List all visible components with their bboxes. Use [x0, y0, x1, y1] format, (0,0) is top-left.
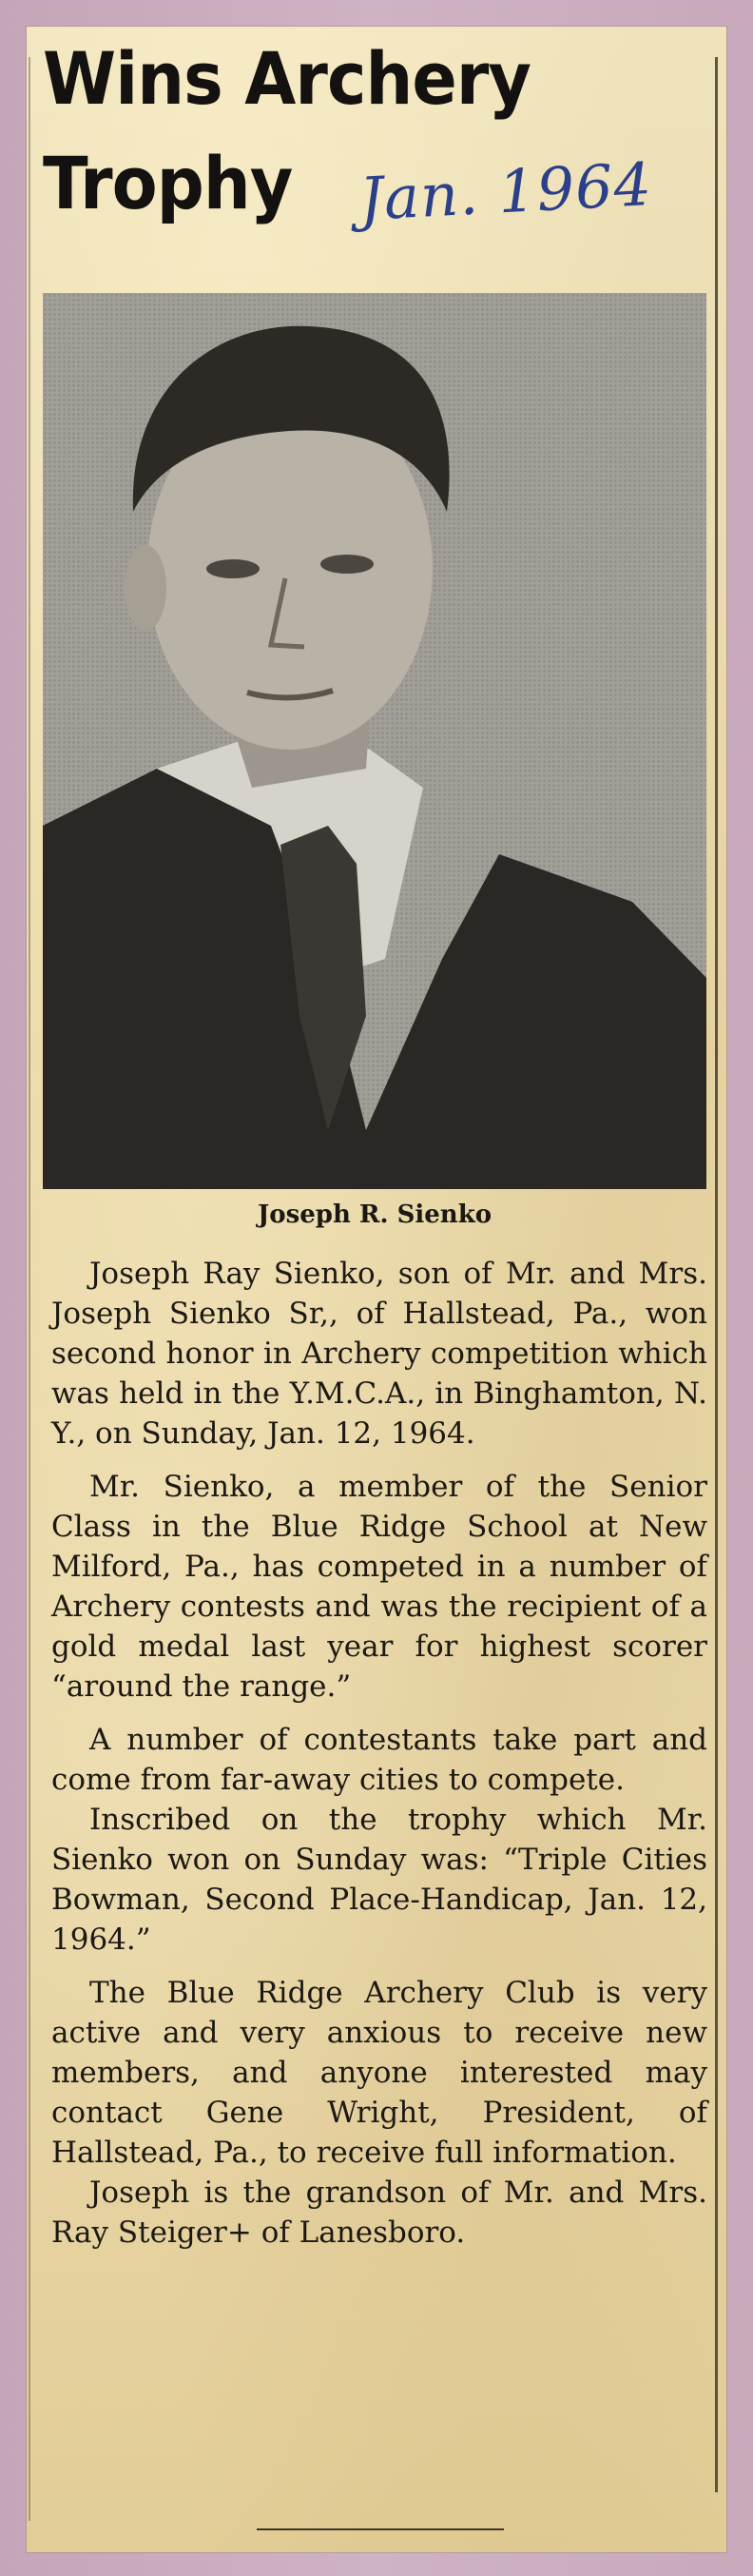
article-paragraph: Joseph Ray Sienko, son of Mr. and Mrs. Joseph Sienko Sr,, of Hallstead, Pa., won second honor in Archery competition which was held in the Y.M.C.A., in Binghamton, N. Y., on Sunday, Jan. 12, 1964. [51, 1257, 707, 1451]
article-paragraph: The Blue Ridge Archery Club is very active and very anxious to receive new members, and anyone interested may contact Gene Wright, President, of Hallstead, Pa., to receive full information. [51, 1976, 707, 2170]
article-paragraph: Mr. Sienko, a member of the Senior Class in the Blue Ridge School at New Milford, Pa., has competed in a number of Archery contests and was the recipient of a gold medal last year for highest scorer “around the range.” [51, 1470, 707, 1704]
clipping-left-edge [29, 57, 30, 2521]
portrait-photo [43, 293, 706, 1189]
article-paragraph: Inscribed on the trophy which Mr. Sienko won on Sunday was: “Triple Cities Bowman, Second Place-Handicap, Jan. 12, 1964.” [51, 1803, 707, 1957]
portrait-illustration [43, 293, 706, 1189]
article-body [51, 1254, 707, 2266]
article-paragraph: Joseph is the grandson of Mr. and Mrs. Ray Steiger+ of Lanesboro. [51, 2176, 707, 2250]
clipping-right-edge [715, 57, 718, 2492]
headline: Wins Archery Trophy [43, 36, 531, 225]
photo-caption: Joseph R. Sienko [257, 1200, 492, 1229]
article-paragraph: A number of contestants take part and come from far-away cities to compete. [51, 1723, 707, 1797]
handwritten-date: Jan. 1964 [357, 148, 654, 235]
bottom-rule [257, 2528, 504, 2530]
